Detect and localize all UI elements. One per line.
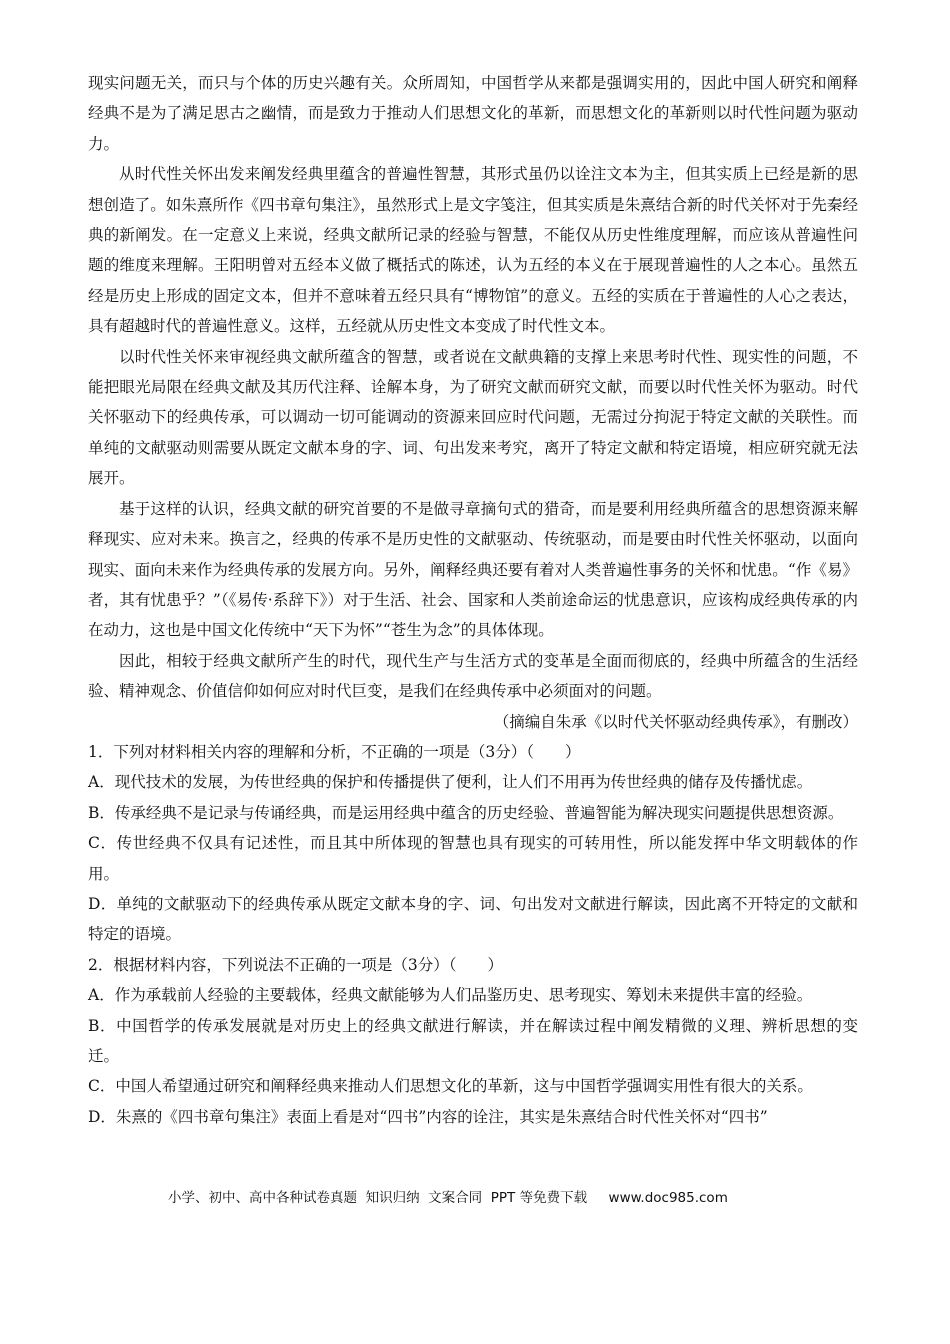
question-2-option-a: A．作为承载前人经验的主要载体，经典文献能够为人们品鉴历史、思考现实、筹划未来提供丰富的经验。 xyxy=(88,986,813,1005)
passage-paragraph-5: 因此，相较于经典文献所产生的时代，现代生产与生活方式的变革是全面而彻底的，经典中所蕴含的生活经验、精神观念、价值信仰如何应对时代巨变，是我们在经典传承中必须面对的问题。 xyxy=(88,651,858,701)
question-2 xyxy=(88,950,858,1132)
question-1-option-d: D．单纯的文献驱动下的经典传承从既定文献本身的字、词、句出发对文献进行解读，因此离不开特定的文献和特定的语境。 xyxy=(88,894,858,944)
passage-paragraph-4: 基于这样的认识，经典文献的研究首要的不是做寻章摘句式的猎奇，而是要利用经典所蕴含的思想资源来解释现实、应对未来。换言之，经典的传承不是历史性的文献驱动、传统驱动，而是要由时代性关怀驱动，以面向现实、面向未来作为经典传承的发展方向。另外，阐释经典还要有着对人类普遍性事务的关怀和忧患。“作《易》者，其有忧患乎？”（《易传·系辞下》）对于生活、社会、国家和人类前途命运的忧患意识，应该构成经典传承的内在动力，这也是中国文化传统中“天下为怀”“苍生为念”的具体体现。 xyxy=(88,499,858,640)
passage-paragraph-2: 从时代性关怀出发来阐发经典里蕴含的普遍性智慧，其形式虽仍以诠注文本为主，但其实质上已经是新的思想创造了。如朱熹所作《四书章句集注》，虽然形式上是文字笺注，但其实质是朱熹结合新的时代关怀对于先秦经典的新阐发。在一定意义上来说，经典文献所记录的经验与智慧，不能仅从历史性维度理解，而应该从普遍性问题的维度来理解。王阳明曾对五经本义做了概括式的陈述，认为五经的本义在于展现普遍性的人之本心。虽然五经是历史上形成的固定文本，但并不意味着五经只具有“博物馆”的意义。五经的实质在于普遍性的人心之表达，具有超越时代的普遍性意义。这样，五经就从历史性文本变成了时代性文本。 xyxy=(88,165,858,336)
question-2-option-d: D．朱熹的《四书章句集注》表面上看是对“四书”内容的诠注，其实是朱熹结合时代性关怀对“四书” xyxy=(88,1107,768,1126)
page-footer: 小学、初中、高中各种试卷真题 知识归纳 文案合同 PPT 等免费下载 www.doc985.com xyxy=(168,1190,728,1206)
passage-source-citation: （摘编自朱承《以时代关怀驱动经典传承》，有删改） xyxy=(493,712,858,731)
passage-paragraph-3: 以时代性关怀来审视经典文献所蕴含的智慧，或者说在文献典籍的支撑上来思考时代性、现实性的问题，不能把眼光局限在经典文献及其历代注释、诠解本身，为了研究文献而研究文献，而要以时代性关怀为驱动。时代关怀驱动下的经典传承，可以调动一切可能调动的资源来回应时代问题，无需过分拘泥于特定文献的关联性。而单纯的文献驱动则需要从既定文献本身的字、词、句出发来考究，离开了特定文献和特定语境，相应研究就无法展开。 xyxy=(88,347,858,488)
question-1-stem: 1．下列对材料相关内容的理解和分析，不正确的一项是（3分）（ ） xyxy=(88,742,581,761)
question-2-option-c: C．中国人希望通过研究和阐释经典来推动人们思想文化的革新，这与中国哲学强调实用性有很大的关系。 xyxy=(88,1077,813,1096)
question-1-option-c: C．传世经典不仅具有记述性，而且其中所体现的智慧也具有现实的可转用性，所以能发挥中华文明载体的作用。 xyxy=(88,834,858,883)
question-1-option-a: A．现代技术的发展，为传世经典的保护和传播提供了便利，让人们不用再为传世经典的储存及传播忧虑。 xyxy=(88,773,813,792)
passage-paragraph-1: 现实问题无关，而只与个体的历史兴趣有关。众所周知，中国哲学从来都是强调实用的，因此中国人研究和阐释经典不是为了满足思古之幽情，而是致力于推动人们思想文化的革新，而思想文化的革新则以时代性问题为驱动力。 xyxy=(88,74,858,153)
question-2-stem: 2．根据材料内容，下列说法不正确的一项是（3分）（ ） xyxy=(88,955,503,974)
question-1-option-b: B．传承经典不是记录与传诵经典，而是运用经典中蕴含的历史经验、普遍智能为解决现实问题提供思想资源。 xyxy=(88,803,844,822)
document-content xyxy=(88,68,858,1132)
question-1 xyxy=(88,737,858,950)
question-2-option-b: B．中国哲学的传承发展就是对历史上的经典文献进行解读，并在解读过程中阐发精微的义理、辨析思想的变迁。 xyxy=(88,1016,858,1065)
reading-passage xyxy=(88,68,858,737)
